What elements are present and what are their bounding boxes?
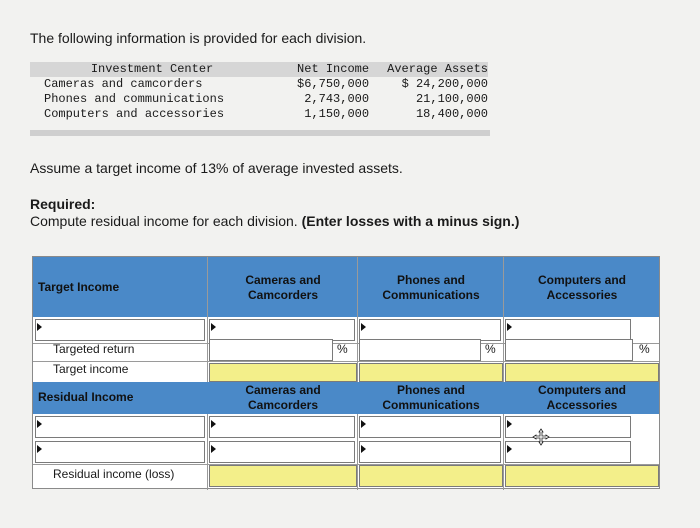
residual-income-header <box>33 382 659 414</box>
column-divider <box>207 257 208 490</box>
target-income-computers-value <box>505 363 659 382</box>
blank-label-input[interactable] <box>35 319 205 341</box>
table-row <box>30 92 488 107</box>
percent-sign: % <box>485 342 496 356</box>
average-assets-value: $ 24,200,000 <box>401 77 488 91</box>
instruction-main: Compute residual income for each division. <box>30 213 298 229</box>
dropdown-marker-icon <box>211 323 216 331</box>
intro-text: The following information is provided for each division. <box>30 30 367 46</box>
column-header-cameras: Cameras and Camcorders <box>245 273 321 302</box>
residual-income-computers-value <box>505 465 659 487</box>
residual-phones-input[interactable] <box>359 416 501 438</box>
column-header-phones: Phones and Communications <box>382 273 480 302</box>
division-name: Cameras and camcorders <box>44 77 203 91</box>
dropdown-marker-icon <box>361 420 366 428</box>
blank-computers-input[interactable] <box>505 319 631 341</box>
column-header-computers: Computers and Accessories <box>537 383 626 412</box>
header-net-income: Net Income <box>297 62 370 76</box>
targeted-return-phones-input[interactable] <box>359 339 481 361</box>
net-income-value: $6,750,000 <box>297 77 370 91</box>
table-row <box>30 107 488 122</box>
table-divider <box>30 130 490 136</box>
net-income-value: 1,150,000 <box>304 107 370 121</box>
residual-computers-input[interactable] <box>505 416 631 438</box>
instruction-text <box>30 213 519 229</box>
average-assets-value: 18,400,000 <box>415 107 488 121</box>
target-income-cameras-value <box>209 363 357 382</box>
percent-sign: % <box>337 342 348 356</box>
division-name: Computers and accessories <box>44 107 225 121</box>
required-label: Required: <box>30 196 96 212</box>
info-table <box>30 62 488 136</box>
targeted-return-cameras-input[interactable] <box>209 339 333 361</box>
column-header-phones: Phones and Communications <box>382 383 480 412</box>
net-income-value: 2,743,000 <box>304 92 370 106</box>
column-divider <box>503 257 504 490</box>
instruction-bold: (Enter losses with a minus sign.) <box>301 213 520 229</box>
dropdown-marker-icon <box>211 420 216 428</box>
table-row <box>30 77 488 92</box>
residual-cameras-input[interactable] <box>209 441 355 463</box>
dropdown-marker-icon <box>361 323 366 331</box>
dropdown-marker-icon <box>37 323 42 331</box>
blank-phones-input[interactable] <box>359 319 501 341</box>
residual-income-cameras-value <box>209 465 357 487</box>
division-name: Phones and communications <box>44 92 225 106</box>
target-income-label: Target Income <box>38 280 120 294</box>
header-investment-center: Investment Center <box>90 62 214 76</box>
residual-income-label: Residual Income <box>38 390 134 404</box>
column-header-cameras: Cameras and Camcorders <box>245 383 321 412</box>
column-divider <box>357 257 358 490</box>
blank-label-input[interactable] <box>35 416 205 438</box>
blank-cameras-input[interactable] <box>209 319 355 341</box>
percent-sign: % <box>639 342 650 356</box>
target-income-row-label: Target income <box>53 362 129 376</box>
average-assets-value: 21,100,000 <box>415 92 488 106</box>
move-cursor-icon <box>532 428 550 446</box>
blank-label-input[interactable] <box>35 441 205 463</box>
dropdown-marker-icon <box>507 420 512 428</box>
dropdown-marker-icon <box>211 445 216 453</box>
residual-computers-input[interactable] <box>505 441 631 463</box>
dropdown-marker-icon <box>507 323 512 331</box>
residual-income-phones-value <box>359 465 503 487</box>
dropdown-marker-icon <box>37 420 42 428</box>
column-header-computers: Computers and Accessories <box>537 273 626 302</box>
header-average-assets: Average Assets <box>387 62 488 76</box>
residual-phones-input[interactable] <box>359 441 501 463</box>
residual-income-loss-label: Residual income (loss) <box>53 467 175 481</box>
info-table-header <box>30 62 488 77</box>
dropdown-marker-icon <box>37 445 42 453</box>
targeted-return-label: Targeted return <box>53 342 135 356</box>
assumption-text: Assume a target income of 13% of average invested assets. <box>30 160 403 176</box>
targeted-return-computers-input[interactable] <box>505 339 633 361</box>
residual-cameras-input[interactable] <box>209 416 355 438</box>
dropdown-marker-icon <box>361 445 366 453</box>
target-income-header <box>33 257 659 317</box>
answer-grid <box>32 256 660 489</box>
target-income-phones-value <box>359 363 503 382</box>
dropdown-marker-icon <box>507 445 512 453</box>
